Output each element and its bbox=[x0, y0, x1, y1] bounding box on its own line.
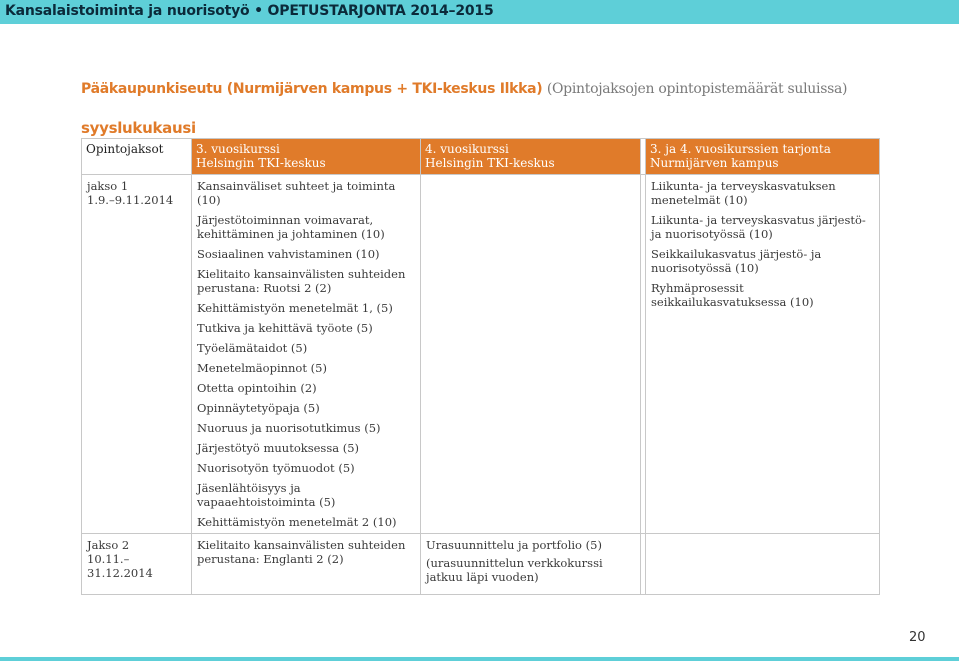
period2-label bbox=[82, 534, 192, 595]
document-title: Kansalaistoiminta ja nuorisotyö • OPETUSTARJONTA 2014–2015 bbox=[5, 3, 494, 19]
period2-text: Jakso 2 10.11.–31.12.2014 bbox=[87, 538, 153, 580]
list-item: Tutkiva ja kehittävä työote (5) bbox=[197, 321, 373, 335]
period1-label bbox=[82, 175, 192, 534]
page-number: 20 bbox=[909, 630, 926, 645]
list-item: Jäsenlähtöisyys ja vapaaehtoistoiminta (5) bbox=[197, 481, 336, 509]
header-year34 bbox=[646, 139, 880, 175]
list-item: Opinnäytetyöpaja (5) bbox=[197, 401, 320, 415]
list-item: Otetta opintoihin (2) bbox=[197, 381, 317, 395]
top-banner bbox=[0, 0, 959, 24]
period2-year34-courses bbox=[646, 534, 880, 595]
period1-year3-courses bbox=[192, 175, 421, 534]
list-item: Ryhmäprosessit seikkailukasvatuksessa (10) bbox=[651, 281, 814, 309]
list-item: Kansainväliset suhteet ja toiminta (10) bbox=[197, 179, 396, 207]
header-year34-label: 3. ja 4. vuosikurssien tarjonta Nurmijärven kampus bbox=[650, 142, 831, 170]
list-item: (urasuunnittelun verkkokurssi jatkuu läpi vuoden) bbox=[426, 556, 603, 584]
list-item: Seikkailukasvatus järjestö- ja nuorisotyössä (10) bbox=[651, 247, 822, 275]
list-item: Liikunta- ja terveyskasvatus järjestö- ja nuorisotyössä (10) bbox=[651, 213, 866, 241]
list-item: Kehittämistyön menetelmät 1, (5) bbox=[197, 301, 393, 315]
period2-year4-courses bbox=[421, 534, 641, 595]
list-item: Sosiaalinen vahvistaminen (10) bbox=[197, 247, 380, 261]
header-periods: Opintojaksot bbox=[82, 139, 192, 175]
header-year3-label: 3. vuosikurssi Helsingin TKI-keskus bbox=[196, 142, 326, 170]
semester-heading: syyslukukausi bbox=[81, 119, 196, 137]
list-item: Nuoruus ja nuorisotutkimus (5) bbox=[197, 421, 381, 435]
bottom-banner bbox=[0, 657, 959, 661]
list-item: Järjestötoiminnan voimavarat, kehittäminen ja johtaminen (10) bbox=[197, 213, 385, 241]
list-item: Menetelmäopinnot (5) bbox=[197, 361, 327, 375]
table-header-row bbox=[82, 139, 880, 175]
header-year4 bbox=[421, 139, 641, 175]
campus-note: (Opintojaksojen opintopistemäärät suluissa) bbox=[546, 81, 848, 97]
list-item: Kehittämistyön menetelmät 2 (10) bbox=[197, 515, 397, 529]
curriculum-table bbox=[81, 138, 880, 595]
header-year4-label: 4. vuosikurssi Helsingin TKI-keskus bbox=[425, 142, 555, 170]
period1-year34-courses bbox=[646, 175, 880, 534]
list-item: Kielitaito kansainvälisten suhteiden perustana: Englanti 2 (2) bbox=[197, 538, 406, 566]
table-row-period2 bbox=[82, 534, 880, 595]
list-item: Liikunta- ja terveyskasvatuksen menetelmät (10) bbox=[651, 179, 836, 207]
list-item: Kielitaito kansainvälisten suhteiden perustana: Ruotsi 2 (2) bbox=[197, 267, 406, 295]
list-item: Urasuunnittelu ja portfolio (5) bbox=[426, 538, 602, 552]
header-year3 bbox=[192, 139, 421, 175]
list-item: Järjestötyö muutoksessa (5) bbox=[197, 441, 360, 455]
period2-year3-courses bbox=[192, 534, 421, 595]
period1-year4-courses bbox=[421, 175, 641, 534]
list-item: Nuorisotyön työmuodot (5) bbox=[197, 461, 355, 475]
campus-heading bbox=[81, 79, 847, 97]
campus-title: Pääkaupunkiseutu (Nurmijärven kampus + TKI-keskus Ilkka) bbox=[81, 81, 543, 97]
table-row-period1 bbox=[82, 175, 880, 534]
list-item: Työelämätaidot (5) bbox=[197, 341, 308, 355]
period1-text: jakso 1 1.9.–9.11.2014 bbox=[87, 179, 174, 207]
